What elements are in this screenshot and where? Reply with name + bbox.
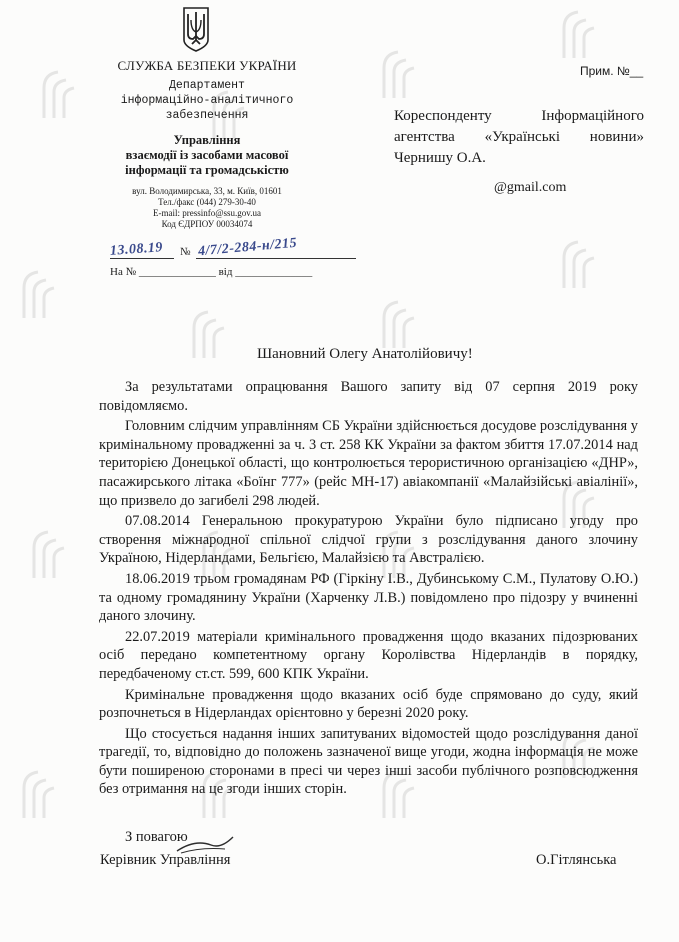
administration-name: Управління взаємодії із засобами масової інформації та громадськістю bbox=[125, 133, 289, 177]
registration-number: 4/7/2-284-н/215 bbox=[197, 235, 298, 260]
signer-position: Керівник Управління bbox=[100, 852, 231, 868]
letter-body bbox=[99, 378, 638, 801]
paragraph: 22.07.2019 матеріали кримінального провадження щодо вказаних підозрюваних осіб передано компетентному органу Королівства Нідерландів в порядку, передбаченому ст.ст. 599, 600 КПК України. bbox=[99, 628, 638, 682]
registration-date: 13.08.19 bbox=[109, 240, 164, 259]
paragraph: 07.08.2014 Генеральною прокуратурою України було підписано угоду про створення міжнародної спільної слідчої групи з розслідування даного злочину Україною, Нідерландами, Бельгією, Малайзією та Австралією. bbox=[99, 513, 638, 567]
sender-header bbox=[92, 58, 322, 230]
date-underline bbox=[110, 258, 174, 259]
sender-address: вул. Володимирська, 33, м. Київ, 01601 Тел./факс (044) 279-30-40 E-mail: pressinfo@ssu.gov.ua Код ЄДРПОУ 00034074 bbox=[132, 186, 282, 229]
closing-phrase: З повагою bbox=[125, 829, 188, 845]
watermark-logo-icon bbox=[380, 40, 510, 110]
salutation: Шановний Олегу Анатолійовичу! bbox=[257, 346, 473, 362]
addressee-block: Кореспонденту Інформаційного агентства «Українські новини» Чернишу О.А. bbox=[394, 108, 644, 166]
watermark-logo-icon bbox=[560, 0, 679, 70]
paragraph: Що стосується надання інших запитуваних відомостей щодо розслідування даної трагедії, то, відповідно до положень зазначеної вище угоди, жодна інформація не може бути поширеною сторонами в пресі чи через інші засоби публічного розповсюдження без отримання на це згоди інших сторін. bbox=[99, 725, 638, 798]
signer-name: О.Гітлянська bbox=[536, 852, 617, 868]
number-underline bbox=[196, 258, 356, 259]
addressee-email: @gmail.com bbox=[494, 180, 567, 195]
organization-name: СЛУЖБА БЕЗПЕКИ УКРАЇНИ bbox=[117, 58, 297, 73]
paragraph: За результатами опрацювання Вашого запиту від 07 серпня 2019 року повідомляємо. bbox=[99, 379, 638, 414]
watermark-logo-icon bbox=[560, 230, 679, 300]
trident-emblem-icon bbox=[182, 6, 210, 52]
reference-line: На № ______________ від ______________ bbox=[110, 266, 313, 278]
paragraph: 18.06.2019 трьом громадянам РФ (Гіркіну І.В., Дубинському С.М., Пулатову О.Ю.) та одному громадянину України (Харченку Л.В.) повідомлено про підозру у вчиненні даного злочину. bbox=[99, 570, 638, 625]
paragraph: Кримінальне провадження щодо вказаних осіб буде спрямовано до суду, який розпочнеться в Нідерландах орієнтовно у березні 2020 року. bbox=[99, 686, 638, 722]
number-sign: № bbox=[180, 246, 191, 258]
paragraph: Головним слідчим управлінням СБ України здійснюється досудове розслідування у кримінальному провадженні за ч. 3 ст. 258 КК України за фактом збиття 17.07.2014 над територією Донецької області, що контролюється терористичною організацією «ДНР», пасажирського літака «Боїнг 777» (рейс MH-17) авіакомпанії «Малайзійські авіалінії», що призвело до загибелі 298 людей. bbox=[99, 418, 638, 509]
department-name: Департамент інформаційно-аналітичного забезпечення bbox=[120, 79, 294, 122]
copy-number: Прим. №__ bbox=[580, 64, 644, 78]
